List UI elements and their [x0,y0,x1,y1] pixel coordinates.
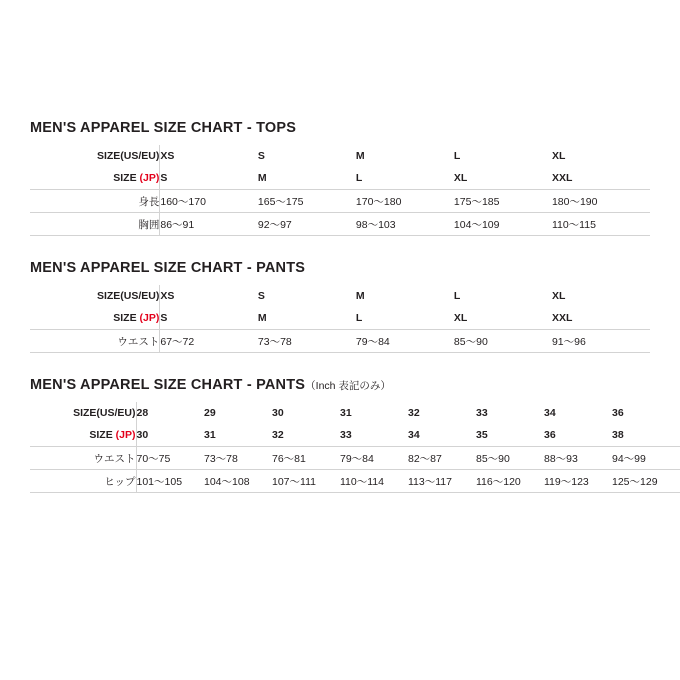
cell: XXL [552,307,650,330]
section-title-note: （Inch 表記のみ） [305,380,391,392]
cell: 79～84 [356,330,454,353]
cell: 82～87 [408,447,476,470]
cell: S [160,167,258,190]
cell: 119～123 [544,470,612,493]
section-title-text: MEN'S APPAREL SIZE CHART - TOPS [30,120,297,136]
row-label-jp: (JP) [139,172,160,184]
table-row [30,424,680,447]
cell: 92～97 [258,213,356,236]
cell: 32 [272,424,340,447]
row-label-jp: (JP) [115,429,136,441]
table-row [30,190,650,213]
section-title-text: MEN'S APPAREL SIZE CHART - PANTS [30,260,306,276]
size-chart-pants-inch [30,377,658,493]
table-row [30,330,650,353]
size-chart-pants-cm [30,260,650,353]
cell: L [453,290,461,302]
cell: 70～75 [136,447,204,470]
table-row [30,447,680,470]
cell: 34 [408,424,476,447]
cell: L [453,150,461,162]
cell: 110～115 [552,213,650,236]
size-chart-tops [30,120,650,236]
cell: 32 [408,407,420,419]
cell: 85～90 [454,330,552,353]
cell: S [257,290,265,302]
cell: XL [551,150,566,162]
cell: XXL [552,167,650,190]
cell: 29 [204,407,216,419]
cell: 165～175 [258,190,356,213]
cell: 28 [136,407,149,419]
cell: 30 [136,424,204,447]
section-title-text: MEN'S APPAREL SIZE CHART - PANTS [30,377,306,393]
table-row [30,167,650,190]
row-label [30,167,160,190]
cell: 125～129 [612,470,680,493]
row-label: ウエスト [30,447,136,470]
cell: XL [454,307,552,330]
row-label-jp: (JP) [139,312,160,324]
cell: 33 [476,407,488,419]
cell: 36 [612,407,624,419]
cell: 98～103 [356,213,454,236]
row-label-prefix: SIZE [113,172,140,184]
row-label: 胸囲 [30,213,160,236]
cell: 85～90 [476,447,544,470]
cell: 73～78 [204,447,272,470]
table-row [30,402,680,424]
cell: S [257,150,265,162]
pants-inch-table [30,402,680,493]
cell: XL [454,167,552,190]
table-row [30,145,650,167]
cell: 160～170 [160,190,258,213]
cell: M [355,150,365,162]
row-label [30,307,160,330]
row-label-prefix: SIZE [89,429,116,441]
section-title-pants-inch [30,377,650,393]
cell: 31 [340,407,352,419]
cell: L [356,167,454,190]
row-label [30,424,136,447]
section-title-tops [30,120,650,136]
cell: XS [160,150,175,162]
cell: 88～93 [544,447,612,470]
row-label: SIZE(US/EU) [30,145,160,167]
cell: XS [160,290,175,302]
pants-cm-table [30,285,650,353]
cell: 34 [544,407,556,419]
cell: 67～72 [160,330,258,353]
cell: 110～114 [340,470,408,493]
row-label: SIZE(US/EU) [30,402,136,424]
cell: 33 [340,424,408,447]
cell: 31 [204,424,272,447]
tops-table [30,145,650,236]
row-label: 身長 [30,190,160,213]
row-label-prefix: SIZE [113,312,140,324]
table-row [30,307,650,330]
cell: 94～99 [612,447,680,470]
cell: 101～105 [136,470,204,493]
table-row [30,285,650,307]
cell: M [258,167,356,190]
table-row [30,470,680,493]
cell: 76～81 [272,447,340,470]
cell: 36 [544,424,612,447]
cell: M [355,290,365,302]
cell: 91～96 [552,330,650,353]
cell: 86～91 [160,213,258,236]
cell: 180～190 [552,190,650,213]
cell: 107～111 [272,470,340,493]
cell: 38 [612,424,680,447]
cell: S [160,307,258,330]
cell: 116～120 [476,470,544,493]
cell: 73～78 [258,330,356,353]
row-label: ウエスト [30,330,160,353]
table-row [30,213,650,236]
section-title-pants-cm [30,260,650,276]
cell: M [258,307,356,330]
cell: L [356,307,454,330]
cell: 170～180 [356,190,454,213]
cell: 104～109 [454,213,552,236]
cell: 30 [272,407,284,419]
cell: 104～108 [204,470,272,493]
cell: XL [551,290,566,302]
row-label: ヒップ [30,470,136,493]
cell: 79～84 [340,447,408,470]
cell: 175～185 [454,190,552,213]
cell: 35 [476,424,544,447]
cell: 113～117 [408,470,476,493]
row-label: SIZE(US/EU) [30,285,160,307]
